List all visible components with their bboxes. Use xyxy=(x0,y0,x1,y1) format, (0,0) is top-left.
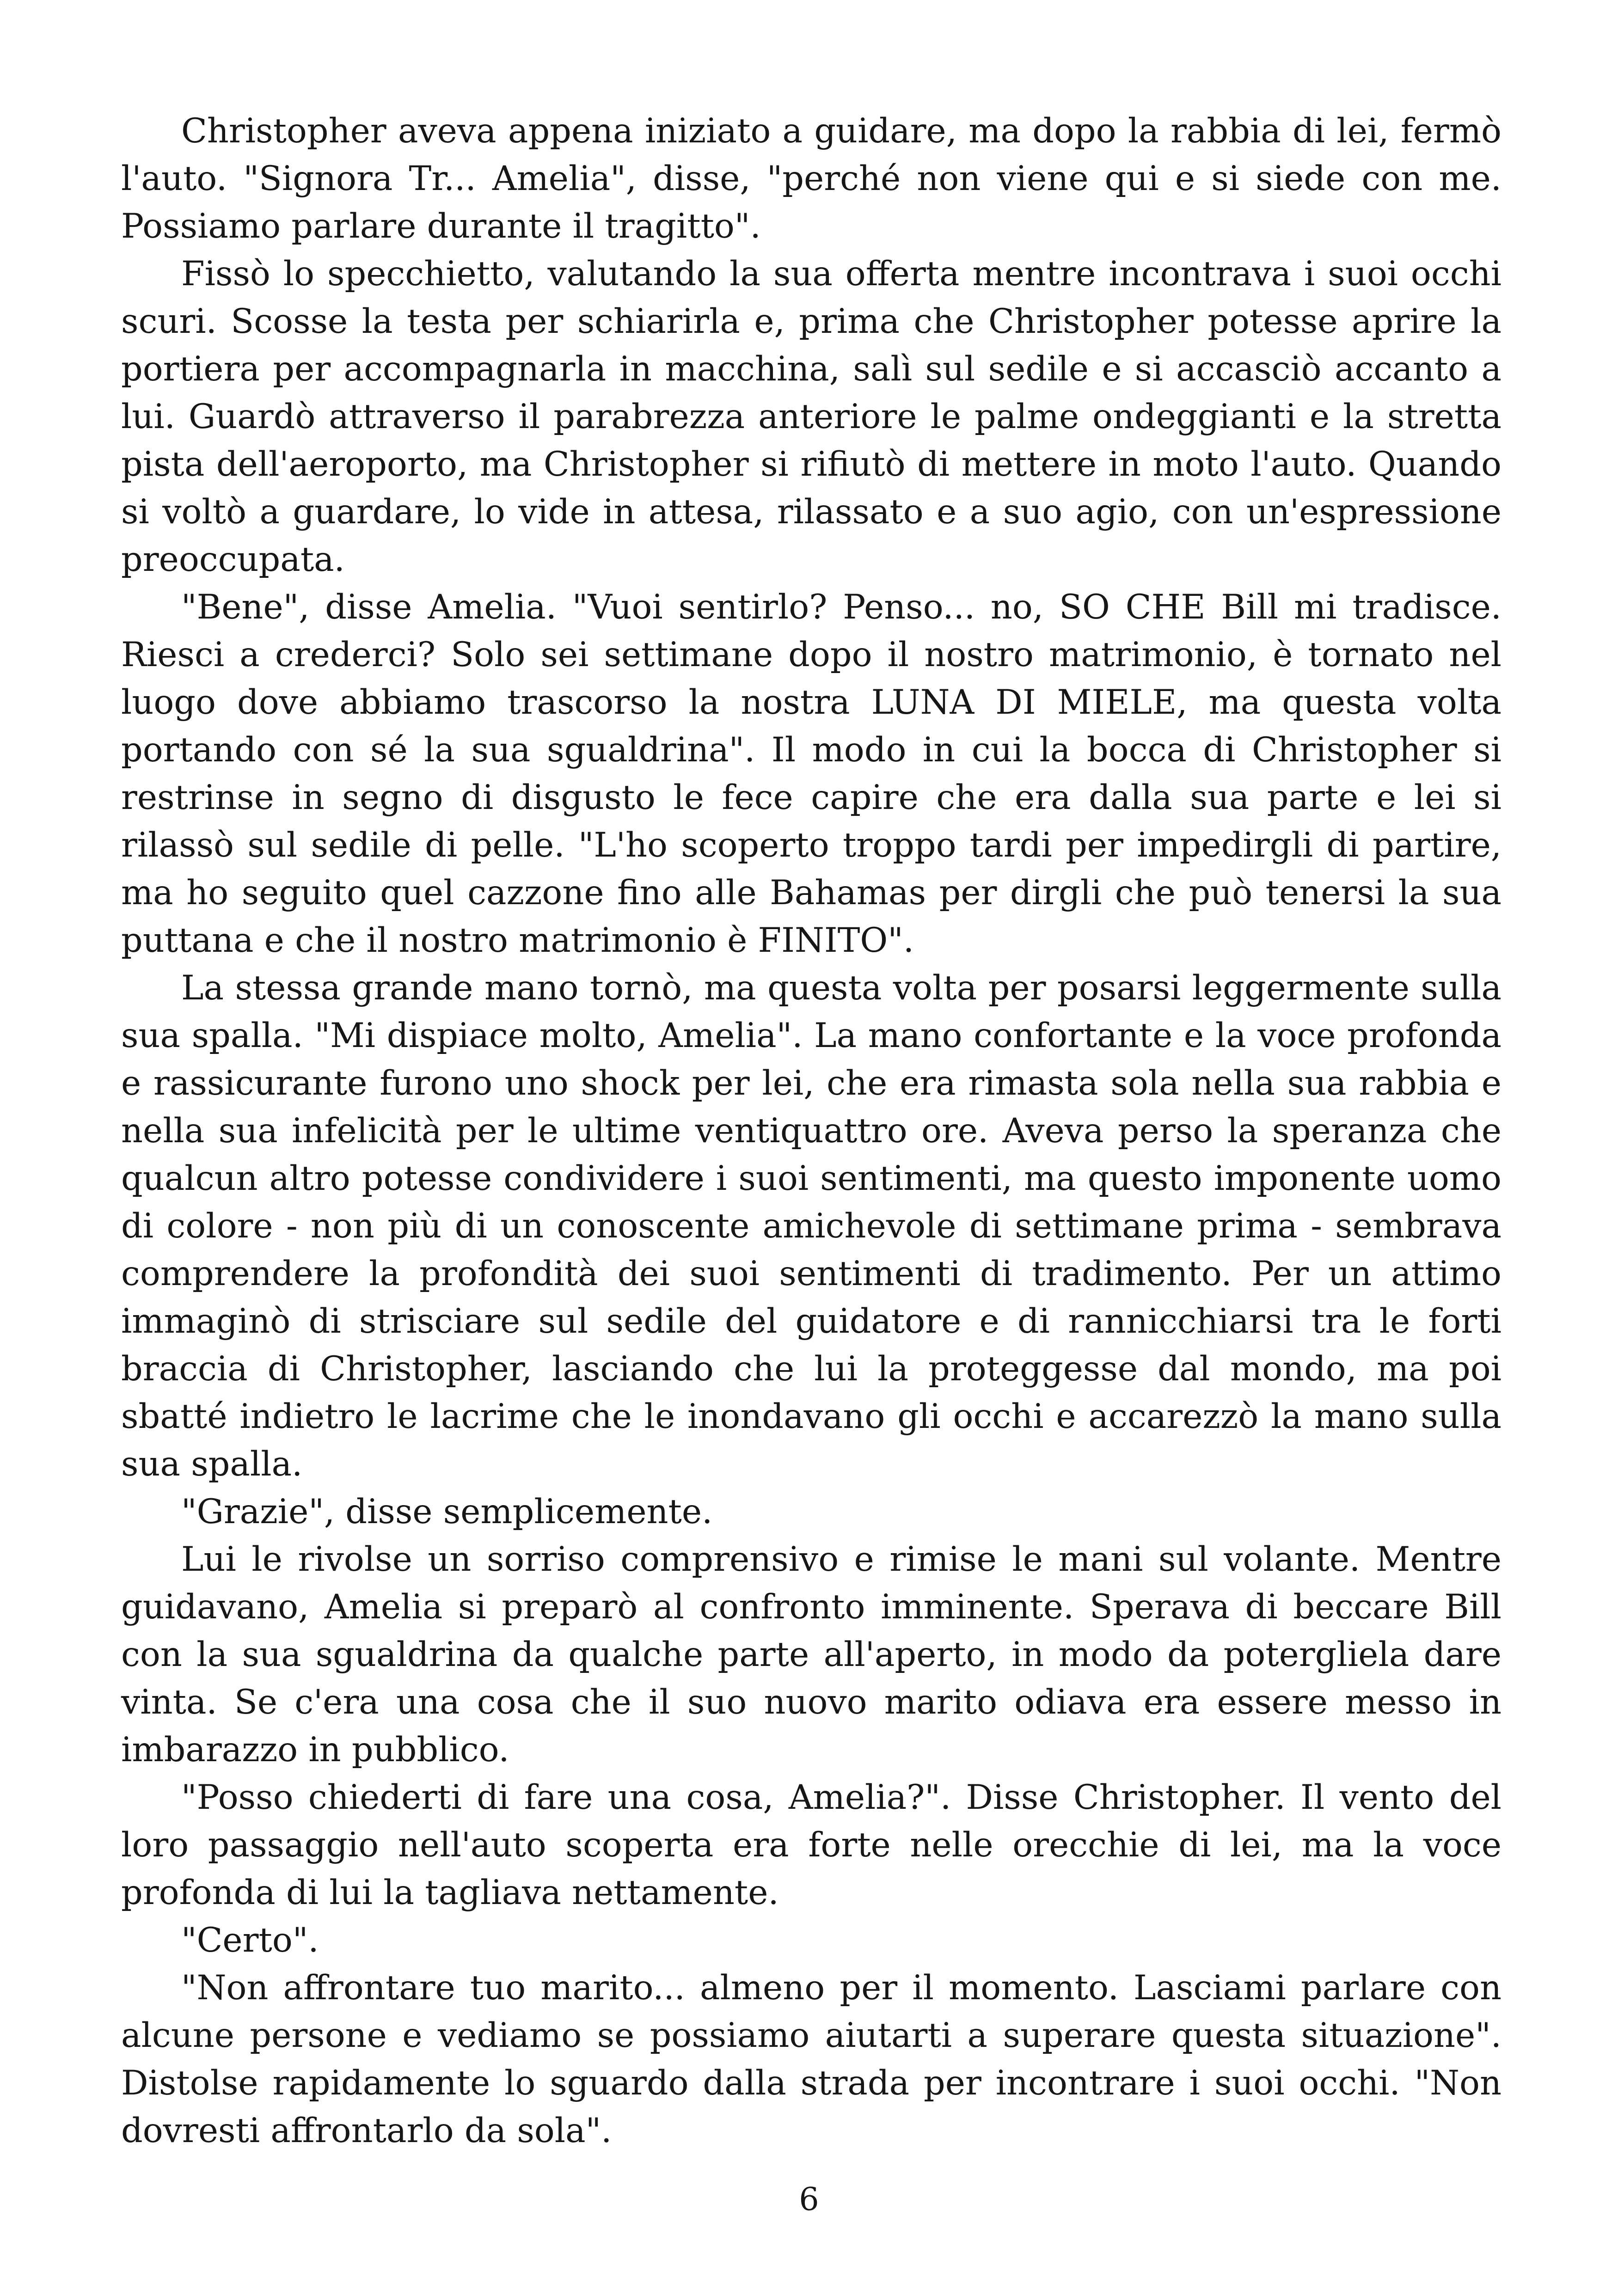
paragraph: Christopher aveva appena iniziato a guidare, ma dopo la rabbia di lei, fermò l'auto. "Signora Tr... Amelia", disse, "perché non viene qui e si siede con me. Possiamo parlare durante il tragitto". xyxy=(121,111,1502,246)
paragraph: La stessa grande mano tornò, ma questa volta per posarsi leggermente sulla sua spalla. "Mi dispiace molto, Amelia". La mano confortante e la voce profonda e rassicurante furono uno shock per lei, che era rimasta sola nella sua rabbia e nella sua infelicità per le ultime ventiquattro ore. Aveva perso la speranza che qualcun altro potesse condividere i suoi sentimenti, ma questo imponente uomo di colore - non più di un conoscente amichevole di settimane prima - sembrava comprendere la profondità dei suoi sentimenti di tradimento. Per un attimo immaginò di strisciare sul sedile del guidatore e di rannicchiarsi tra le forti braccia di Christopher, lasciando che lui la proteggesse dal mondo, ma poi sbatté indietro le lacrime che le inondavano gli occhi e accarezzò la mano sulla sua spalla. xyxy=(121,968,1502,1484)
paragraph: "Certo". xyxy=(181,1921,319,1960)
paragraph: "Non affrontare tuo marito... almeno per il momento. Lasciami parlare con alcune persone e vediamo se possiamo aiutarti a superare questa situazione". Distolse rapidamente lo sguardo dalla strada per incontrare i suoi occhi. "Non dovresti affrontarlo da sola". xyxy=(121,1968,1502,2150)
paragraph: Lui le rivolse un sorriso comprensivo e rimise le mani sul volante. Mentre guidavano, Amelia si preparò al confronto imminente. Sperava di beccare Bill con la sua sgualdrina da qualche parte all'aperto, in modo da potergliela dare vinta. Se c'era una cosa che il suo nuovo marito odiava era essere messo in imbarazzo in pubblico. xyxy=(121,1540,1502,1769)
paragraph: "Posso chiederti di fare una cosa, Amelia?". Disse Christopher. Il vento del loro passaggio nell'auto scoperta era forte nelle orecchie di lei, ma la voce profonda di lui la tagliava nettamente. xyxy=(121,1778,1502,1912)
body-text xyxy=(121,107,1502,2155)
paragraph: Fissò lo specchietto, valutando la sua offerta mentre incontrava i suoi occhi scuri. Scosse la testa per schiarirla e, prima che Christopher potesse aprire la portiera per accompagnarla in macchina, salì sul sedile e si accasciò accanto a lui. Guardò attraverso il parabrezza anteriore le palme ondeggianti e la stretta pista dell'aeroporto, ma Christopher si rifiutò di mettere in moto l'auto. Quando si voltò a guardare, lo vide in attesa, rilassato e a suo agio, con un'espressione preoccupata. xyxy=(121,254,1502,579)
page-number: 6 xyxy=(799,2181,819,2218)
paragraph: "Bene", disse Amelia. "Vuoi sentirlo? Penso... no, SO CHE Bill mi tradisce. Riesci a crederci? Solo sei settimane dopo il nostro matrimonio, è tornato nel luogo dove abbiamo trascorso la nostra LUNA DI MIELE, ma questa volta portando con sé la sua sgualdrina". Il modo in cui la bocca di Christopher si restrinse in segno di disgusto le fece capire che era dalla sua parte e lei si rilassò sul sedile di pelle. "L'ho scoperto troppo tardi per impedirgli di partire, ma ho seguito quel cazzone fino alle Bahamas per dirgli che può tenersi la sua puttana e che il nostro matrimonio è FINITO". xyxy=(121,588,1502,960)
paragraph: "Grazie", disse semplicemente. xyxy=(181,1492,713,1531)
